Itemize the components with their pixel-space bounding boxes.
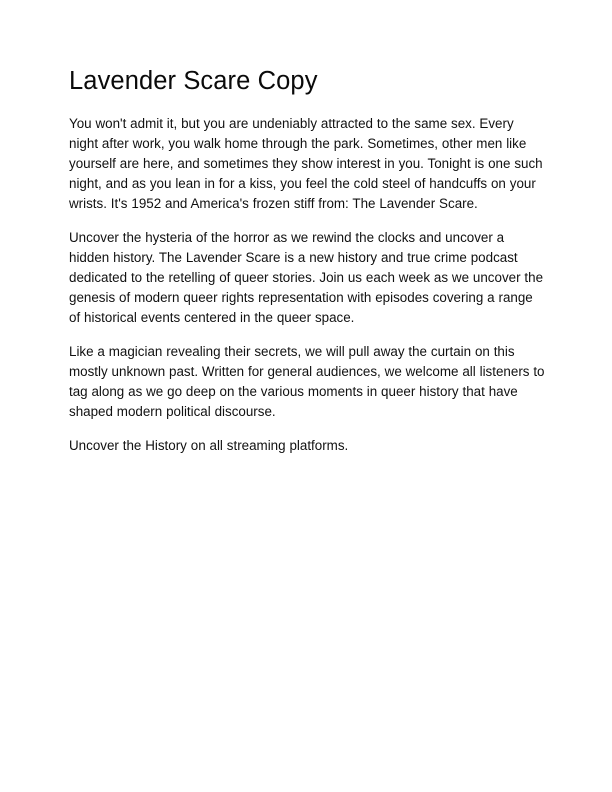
document-body — [69, 66, 545, 456]
paragraph-show-description: Uncover the hysteria of the horror as we rewind the clocks and uncover a hidden history. The Lavender Scare is a new history and true crime podcast dedicated to the retelling of queer stories. Join us each week as we uncover the genesis of modern queer rights representation with episodes covering a range of historical events centered in the queer space. — [69, 229, 544, 326]
paragraph-call-to-action: Uncover the History on all streaming platforms. — [69, 437, 349, 453]
paragraph-intro-hook: You won't admit it, but you are undeniably attracted to the same sex. Every night after work, you walk home through the park. Sometimes, other men like yourself are here, and sometimes they show interest in you. Tonight is one such night, and as you lean in for a kiss, you feel the cold steel of handcuffs on your wrists. It's 1952 and America's frozen stiff from: The Lavender Scare. — [69, 116, 543, 212]
paragraph-audience-pitch: Like a magician revealing their secrets, we will pull away the curtain on this mostly unknown past. Written for general audiences, we welcome all listeners to tag along as we go deep on the various moments in queer history that have shaped modern political discourse. — [69, 343, 545, 420]
page-title: Lavender Scare Copy — [69, 67, 318, 95]
